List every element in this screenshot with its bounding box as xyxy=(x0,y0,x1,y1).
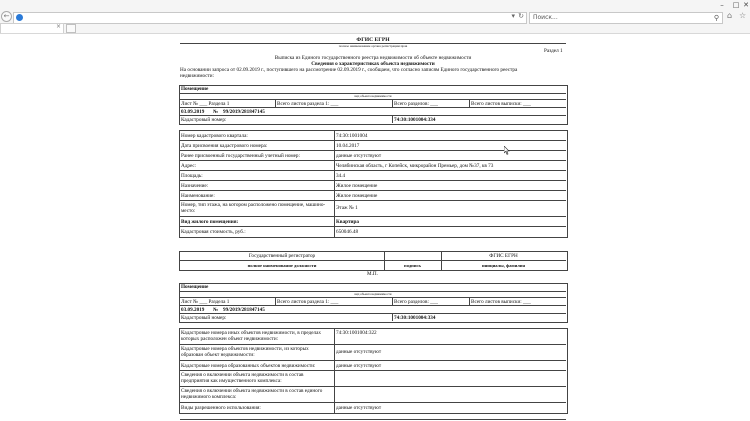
divider xyxy=(180,419,566,420)
section-label: Раздел 1 xyxy=(544,48,563,54)
tab-close-icon[interactable]: × xyxy=(55,23,61,30)
row-label: Сведения о включении объекта недвижимости в состав единого недвижимого комплекса: xyxy=(181,388,323,400)
address-dropdown-icon[interactable]: ▾ xyxy=(511,12,515,20)
sign-caption: подпись xyxy=(404,263,421,268)
registrar-title: Государственный регистратор xyxy=(248,253,316,259)
row-value: Челябинская область, г Копейск, микрорайон Премьер, дом №37, кв 73 xyxy=(336,163,494,169)
row-label: Наименование: xyxy=(181,193,215,199)
minimize-button[interactable]: – xyxy=(720,1,724,9)
row-divider xyxy=(180,190,566,191)
page-icon xyxy=(16,14,23,21)
extract-number: 99/2019/281847145 xyxy=(223,307,265,313)
row-label: Сведения о включении объекта недвижимости в состав предприятия как имущественного комплекса: xyxy=(181,372,304,384)
object-type: Помещение xyxy=(181,284,209,290)
total-sections: Всего разделов: ___ xyxy=(394,101,438,107)
home-icon[interactable]: ⌂ xyxy=(727,11,733,20)
object-caption: вид объекта недвижимости xyxy=(354,94,392,98)
divider xyxy=(392,313,393,321)
row-value: данные отсутствуют xyxy=(336,153,382,159)
row-value: 34.4 xyxy=(336,173,346,179)
title-line1: Выписка из Единого государственного реестра недвижимости об объекте недвижимости xyxy=(274,55,472,61)
row-divider xyxy=(180,200,566,201)
tab-row xyxy=(0,23,750,33)
row-divider xyxy=(180,226,566,227)
new-tab-button[interactable] xyxy=(66,24,76,33)
row-value: данные отсутствуют xyxy=(336,349,382,355)
title-bar xyxy=(0,0,750,10)
maximize-button[interactable]: □ xyxy=(732,1,740,9)
row-label: Виды разрешенного использования: xyxy=(181,405,261,411)
name-caption: инициалы, фамилия xyxy=(482,263,525,268)
divider xyxy=(392,297,393,305)
row-divider xyxy=(180,160,566,161)
object-type: Помещение xyxy=(181,86,209,92)
row-value: Этаж № 1 xyxy=(336,205,358,211)
row-value: данные отсутствуют xyxy=(336,405,382,411)
document-page xyxy=(0,34,750,421)
row-label: Номер, тип этажа, на котором расположено помещение, машино-место: xyxy=(181,202,326,214)
extract-number: 99/2019/281847145 xyxy=(223,109,265,115)
divider xyxy=(469,99,470,107)
row-divider xyxy=(180,360,566,361)
sheet-number: Лист № ___ Раздела 1 xyxy=(181,101,230,107)
cadastral-value: 74:30:1001004:334 xyxy=(394,315,436,321)
row-label: Назначение: xyxy=(181,183,209,189)
row-value: Квартира xyxy=(336,219,359,225)
total-sheets-section: Всего листов раздела 1: ___ xyxy=(277,101,339,107)
row-label: Номер кадастрового квартала: xyxy=(181,133,248,139)
divider xyxy=(392,99,393,107)
registrar-org: ФГИС ЕГРН xyxy=(489,253,518,259)
divider xyxy=(469,297,470,305)
row-divider xyxy=(180,402,566,403)
divider xyxy=(180,297,566,298)
mouse-cursor-icon xyxy=(504,146,510,155)
sheet-number: Лист № ___ Раздела 1 xyxy=(181,299,230,305)
intro-text: На основании запроса от 02.09.2019 г., поступившего на рассмотрение 02.09.2019 г., сообщаем, что согласно записям Единого государственного реестра недвижимости: xyxy=(180,67,518,79)
row-divider xyxy=(180,216,566,217)
row-label: Площадь: xyxy=(181,173,203,179)
total-sections: Всего разделов: ___ xyxy=(394,299,438,305)
row-label: Вид жилого помещения: xyxy=(181,219,239,225)
row-divider xyxy=(180,386,566,387)
row-divider xyxy=(180,140,566,141)
back-button[interactable]: ← xyxy=(1,11,12,22)
row-value: 650046.48 xyxy=(336,229,359,235)
row-label: Ранее присвоенный государственный учетный номер: xyxy=(181,153,300,159)
cadastral-label: Кадастровый номер: xyxy=(181,117,227,123)
extract-date: 03.09.2019 xyxy=(181,109,205,115)
row-value: данные отсутствуют xyxy=(336,363,382,369)
divider xyxy=(180,260,566,261)
row-label: Кадастровые номера объектов недвижимости, из которых образован объект недвижимости: xyxy=(181,346,309,358)
row-divider xyxy=(180,344,566,345)
extract-num-label: № xyxy=(213,109,219,115)
search-input[interactable]: Поиск... xyxy=(533,14,558,21)
extract-num-label: № xyxy=(213,307,219,313)
object-caption: вид объекта недвижимости xyxy=(354,292,392,296)
row-label: Кадастровые номера иных объектов недвижимости, в пределах которых расположен объект недвижимости: xyxy=(181,330,322,342)
divider xyxy=(180,305,566,306)
total-sheets-extract: Всего листов выписки: ___ xyxy=(471,299,531,305)
position-caption: полное наименование должности xyxy=(247,263,317,268)
row-divider xyxy=(180,170,566,171)
row-value: 10.04.2017 xyxy=(336,143,360,149)
row-value: 74:30:1001004:322 xyxy=(336,330,377,336)
favorites-icon[interactable]: ☆ xyxy=(739,11,747,20)
divider xyxy=(180,115,566,116)
title-line2: Сведения о характеристиках объекта недвижимости xyxy=(311,61,435,67)
search-icon[interactable]: ⚲ xyxy=(713,14,719,22)
cadastral-label: Кадастровый номер: xyxy=(181,315,227,321)
row-value: 74:30:1001004 xyxy=(336,133,368,139)
divider xyxy=(275,99,276,107)
row-divider xyxy=(180,370,566,371)
row-label: Дата присвоения кадастрового номера: xyxy=(181,143,268,149)
column-divider xyxy=(334,130,335,237)
extract-date: 03.09.2019 xyxy=(181,307,205,313)
row-label: Кадастровая стоимость, руб.: xyxy=(181,229,246,235)
row-divider xyxy=(180,180,566,181)
total-sheets-section: Всего листов раздела 1: ___ xyxy=(277,299,339,305)
row-value: Жилое помещение xyxy=(336,183,378,189)
divider xyxy=(180,313,566,314)
divider xyxy=(180,107,566,108)
header-org-caption: полное наименование органа регистрации прав xyxy=(338,44,408,48)
close-window-button[interactable]: ✕ xyxy=(743,1,749,9)
header-org: ФГИС ЕГРН xyxy=(356,37,390,43)
row-label: Адрес: xyxy=(181,163,197,169)
row-label: Кадастровые номера образованных объектов недвижимости: xyxy=(181,363,316,369)
row-value: Жилое помещение xyxy=(336,193,378,199)
divider xyxy=(180,99,566,100)
total-sheets-extract: Всего листов выписки: ___ xyxy=(471,101,531,107)
stamp-mark: М.П. xyxy=(367,271,378,277)
browser-chrome xyxy=(0,0,750,34)
cadastral-value: 74:30:1001004:334 xyxy=(394,117,436,123)
refresh-icon[interactable]: ↻ xyxy=(518,12,524,20)
tab-active[interactable] xyxy=(0,23,64,33)
divider xyxy=(392,115,393,123)
divider xyxy=(275,297,276,305)
